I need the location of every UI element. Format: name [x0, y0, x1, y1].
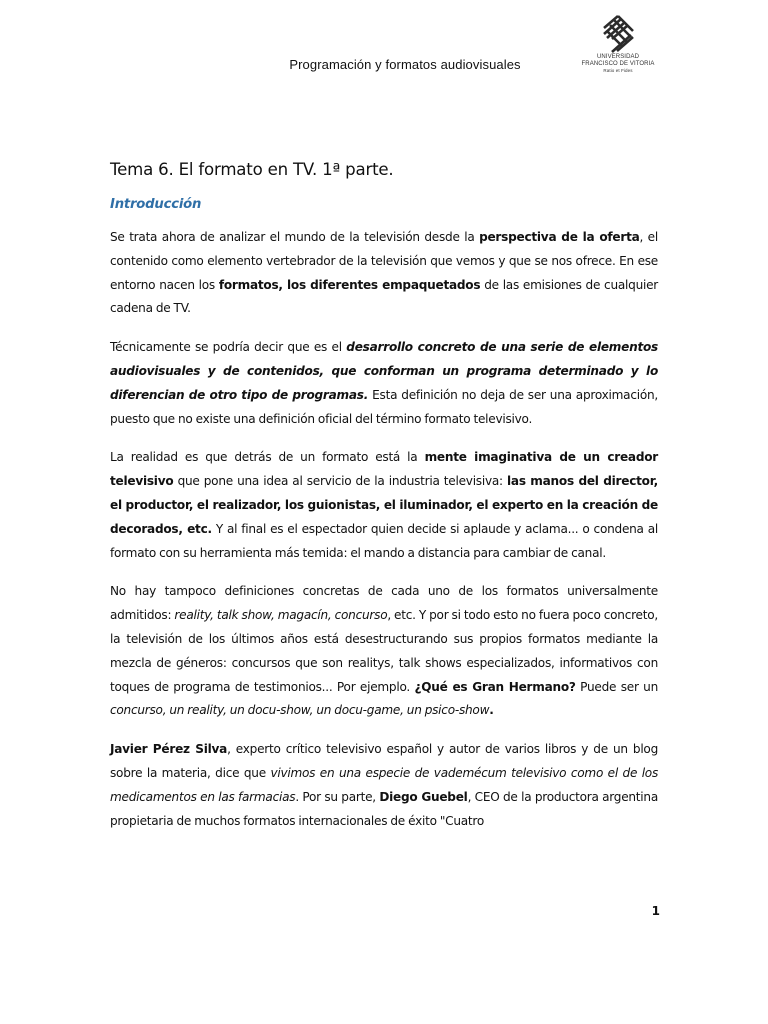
logo-motto: Ratio et Fides: [603, 68, 633, 73]
logo-text-line1: UNIVERSIDAD: [596, 54, 640, 60]
paragraph: [110, 738, 658, 833]
document-body: [110, 160, 658, 833]
paragraph: [110, 336, 658, 431]
text-run: La realidad es que detrás de un formato está la: [110, 450, 425, 465]
text-run: , etc. Y por si todo esto no fuera poco concreto, la televisión de los últimos años está desestructurando sus propios formatos mediante la mezcla de géneros: concursos que son realitys, talk shows especializados, informativos con toques de programa de testimonios... Por ejemplo.: [110, 608, 658, 694]
university-logo-icon: [598, 14, 638, 54]
section-title: Introducción: [110, 197, 202, 212]
bold-text: .: [489, 703, 494, 718]
document-heading: Tema 6. El formato en TV. 1ª parte.: [110, 160, 394, 179]
paragraph-list: [110, 226, 658, 833]
bold-text: mente imaginativa de un creador televisivo: [110, 450, 659, 489]
text-run: , el contenido como elemento vertebrador de la televisión que vemos y que se nos ofrece. En ese entorno nacen los: [110, 230, 658, 292]
header-title: Programación y formatos audiovisuales: [289, 57, 521, 72]
text-run: Puede ser un: [575, 679, 659, 694]
italic-text: vivimos en una especie de vademécum televisivo como el de los medicamentos en las farmacias: [110, 765, 659, 804]
text-run: Esta definición no deja de ser una aproximación, puesto que no existe una definición oficial del término formato televisivo.: [110, 387, 659, 426]
bold-text: Javier Pérez Silva: [110, 742, 228, 757]
italic-text: concurso, un reality, un docu-show, un docu-game, un psico-show: [110, 703, 490, 718]
text-run: Técnicamente se podría decir que es el: [110, 340, 347, 355]
italic-text: reality, talk show, magacín, concurso: [174, 608, 388, 623]
university-logo: [578, 14, 658, 74]
bold-text: Diego Guebel: [379, 789, 468, 804]
text-run: que pone una idea al servicio de la industria televisiva:: [173, 474, 508, 489]
page-number: 1: [651, 904, 660, 918]
text-run: , experto crítico televisivo español y autor de varios libros y de un blog sobre la materia, dice que: [110, 742, 659, 780]
bold-text: formatos, los diferentes empaquetados: [218, 277, 481, 292]
paragraph: [110, 580, 658, 723]
text-run: . Por su parte,: [295, 789, 380, 804]
text-run: No hay tampoco definiciones concretas de cada uno de los formatos universalmente admitidos:: [110, 584, 658, 623]
text-run: Y al final es el espectador quien decide si aplaude y aclama... o condena al formato con su herramienta más temida: el mando a distancia para cambiar de canal.: [110, 521, 658, 560]
paragraph: [110, 446, 658, 565]
text-run: , CEO de la productora argentina propietaria de muchos formatos internacionales de éxito "Cuatro: [110, 789, 658, 828]
bold-italic-text: desarrollo concreto de una serie de elementos audiovisuales y de contenidos, que conforman un programa determinado y lo diferencian de otro tipo de programas.: [110, 340, 658, 402]
text-run: Se trata ahora de analizar el mundo de la televisión desde la: [110, 230, 480, 244]
bold-text: perspectiva de la oferta: [479, 230, 640, 244]
paragraph: [110, 226, 658, 321]
bold-text: ¿Qué es Gran Hermano?: [414, 679, 576, 694]
bold-text: las manos del director, el productor, el realizador, los guionistas, el iluminador, el experto en la creación de decorados, etc.: [110, 474, 658, 536]
logo-text-line2: FRANCISCO DE VITORIA: [581, 61, 655, 67]
text-run: de las emisiones de cualquier cadena de TV.: [110, 277, 659, 316]
